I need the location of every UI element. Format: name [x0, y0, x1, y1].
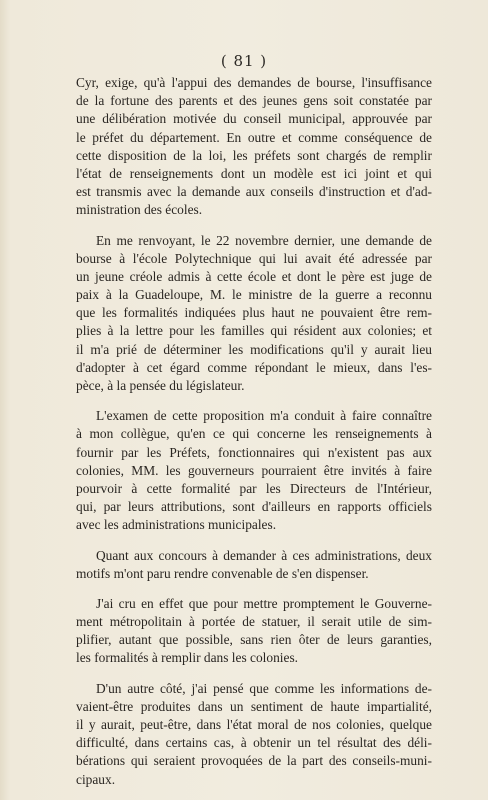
- text-line: il m'a prié de déterminer les modifications qu'il y aurait lieu: [76, 341, 432, 357]
- text-line: un jeune créole admis à cette école et dont le père est juge de: [76, 268, 432, 284]
- text-line: une délibération motivée du conseil municipal, approuvée par: [76, 111, 432, 127]
- text-line: le préfet du département. En outre et comme conséquence de: [76, 129, 432, 145]
- text-line: cette disposition de la loi, les préfets sont chargés de remplir: [76, 147, 432, 163]
- text-line: En me renvoyant, le 22 novembre dernier, une demande de: [96, 232, 432, 248]
- paragraph-2: [76, 232, 432, 396]
- text-line: fournir par les Préfets, fonctionnaires qui n'existent pas aux: [76, 444, 432, 460]
- text-line: cipaux.: [76, 771, 116, 787]
- text-line: est transmis avec la demande aux conseils d'instruction et d'ad-: [76, 184, 432, 200]
- text-line: ment métropolitain à portée de statuer, il serait utile de sim-: [76, 614, 432, 630]
- text-line: que les formalités indiquées plus haut ne pouvaient être rem-: [76, 305, 432, 321]
- text-line: D'un autre côté, j'ai pensé que comme les informations de-: [96, 680, 432, 696]
- text-line: pèce, à la pensée du législateur.: [76, 378, 245, 393]
- text-line: l'état de renseignements dont un modèle est ici joint et qui: [76, 165, 432, 181]
- paragraph-1: [76, 74, 432, 220]
- page-number: ( 81 ): [220, 52, 268, 70]
- text-line: vaient-être produites dans un sentiment de haute impartialité,: [76, 698, 432, 714]
- text-line: Quant aux concours à demander à ces administrations, deux: [96, 547, 432, 563]
- paragraph-4: [76, 547, 432, 583]
- text-line: qui, par leurs attributions, sont d'ailleurs en rapports officiels: [76, 499, 432, 515]
- text-line: bérations qui seraient provoquées de la part des conseils-muni-: [76, 753, 432, 769]
- body-text: [76, 74, 432, 789]
- text-line: plifier, autant que possible, sans rien ôter de leurs garanties,: [76, 632, 432, 648]
- paragraph-3: [76, 407, 432, 534]
- text-line: colonies, MM. les gouverneurs pourraient être invités à faire: [76, 462, 432, 478]
- text-line: les formalités à remplir dans les colonies.: [76, 650, 298, 666]
- text-line: bourse à l'école Polytechnique qui lui avait été adressée par: [76, 250, 432, 266]
- text-line: avec les administrations municipales.: [76, 517, 277, 533]
- paragraph-6: [76, 680, 432, 789]
- text-line: paix à la Guadeloupe, M. le ministre de la guerre a reconnu: [76, 287, 432, 303]
- text-line: motifs m'ont paru rendre convenable de s'en dispenser.: [76, 565, 369, 581]
- text-line: plies à la lettre pour les familles qui résident aux colonies; et: [76, 323, 432, 339]
- text-line: J'ai cru en effet que pour mettre promptement le Gouverne-: [96, 595, 432, 611]
- text-line: d'adopter à cet égard comme répondant le mieux, dans l'es-: [76, 359, 432, 375]
- text-line: ministration des écoles.: [76, 202, 203, 218]
- text-line: de la fortune des parents et des jeunes gens soit constatée par: [76, 93, 432, 109]
- paragraph-5: [76, 595, 432, 668]
- text-line: L'examen de cette proposition m'a conduit à faire connaître: [96, 408, 432, 424]
- text-line: pourvoir à cette formalité par les Directeurs de l'Intérieur,: [76, 480, 432, 496]
- text-line: à mon collègue, qu'en ce qui concerne les renseignements à: [76, 426, 432, 442]
- text-line: difficulté, dans certains cas, à obtenir un tel résultat des déli-: [76, 735, 432, 751]
- text-line: Cyr, exige, qu'à l'appui des demandes de bourse, l'insuffisance: [76, 75, 432, 90]
- text-line: il y aurait, peut-être, dans l'état moral de nos colonies, quelque: [76, 717, 432, 732]
